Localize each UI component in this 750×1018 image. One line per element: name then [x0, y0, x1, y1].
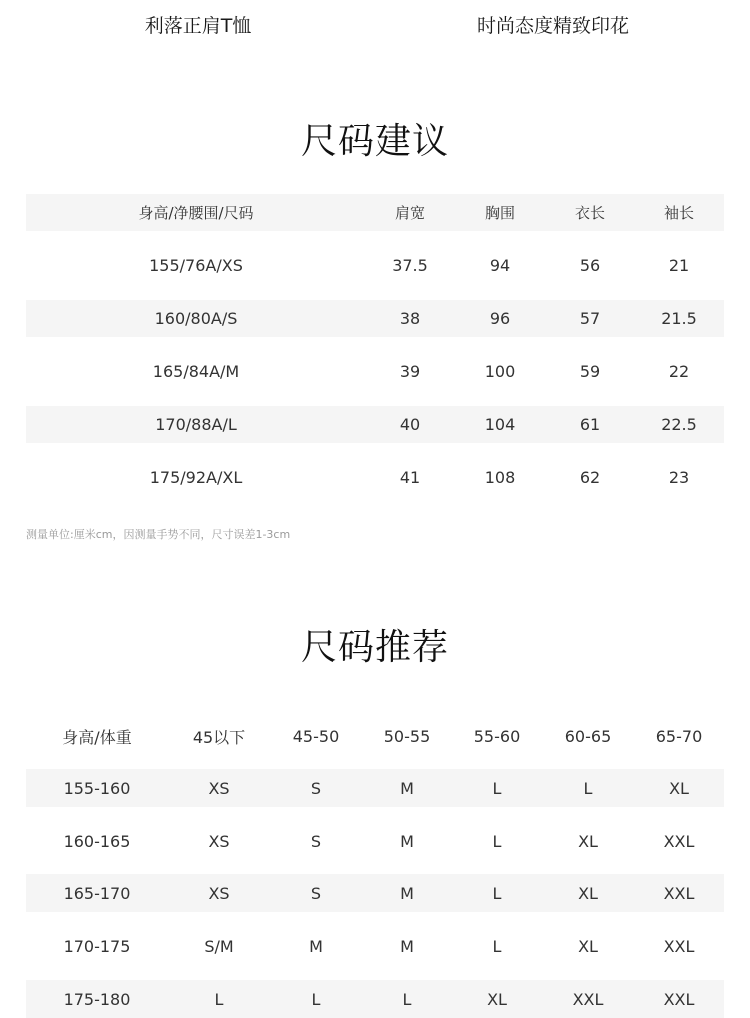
table-cell: 155-160 [63, 778, 131, 798]
table-cell: 104 [484, 415, 516, 434]
table-row [26, 822, 724, 860]
table-cell: 56 [579, 256, 601, 275]
top-captions [0, 12, 750, 42]
table-cell: XXL [663, 989, 695, 1009]
table-row [26, 769, 724, 807]
table-cell: XXL [663, 831, 695, 851]
caption-fashion-print: 时尚态度精致印花 [476, 15, 629, 37]
table-cell: XL [669, 778, 689, 798]
table-cell: XXL [572, 989, 604, 1009]
table-cell: 57 [579, 309, 601, 328]
header-cell: 身高/体重 [62, 727, 132, 747]
header-cell: 45以下 [192, 727, 246, 747]
table-cell: 23 [668, 468, 690, 487]
header-cell: 50-55 [383, 726, 431, 746]
table-cell: L [214, 989, 224, 1009]
table-row [26, 459, 724, 496]
table-cell: S [310, 778, 322, 798]
table-cell: 94 [489, 256, 511, 275]
header-cell: 身高/净腰围/尺码 [138, 204, 254, 222]
table-cell: 22.5 [661, 415, 697, 434]
table-cell: 160/80A/S [154, 309, 238, 328]
table-cell: 175-180 [63, 989, 131, 1009]
table-cell: 59 [579, 362, 601, 381]
table-cell: XXL [663, 936, 695, 956]
table-cell: M [400, 831, 414, 851]
table-cell: 170-175 [63, 936, 131, 956]
table-cell: XL [578, 883, 598, 903]
table-cell: L [492, 936, 502, 956]
header-cell: 60-65 [564, 726, 612, 746]
table-cell: XL [578, 936, 598, 956]
table-cell: 40 [399, 415, 421, 434]
table-row [26, 874, 724, 912]
header-cell: 衣长 [574, 204, 605, 222]
table-cell: L [583, 778, 593, 798]
table-cell: 96 [489, 309, 511, 328]
table-cell: S [310, 883, 322, 903]
table-row [26, 927, 724, 965]
table-cell: L [492, 831, 502, 851]
header-cell: 45-50 [292, 726, 340, 746]
measurement-note: 测量单位:厘米cm，因测量手势不同，尺寸误差1-3cm [26, 528, 291, 541]
table-cell: XS [208, 778, 230, 798]
caption-shoulder-tee: 利落正肩T恤 [144, 15, 252, 37]
header-cell: 胸围 [484, 204, 515, 222]
table-cell: XL [487, 989, 507, 1009]
table-cell: 165/84A/M [152, 362, 240, 381]
table-row [26, 247, 724, 284]
header-cell: 65-70 [655, 726, 703, 746]
table-cell: 100 [484, 362, 516, 381]
size-advice-header-row [26, 194, 724, 231]
size-recommend-header-row [26, 716, 724, 756]
header-cell: 肩宽 [394, 204, 425, 222]
table-cell: 38 [399, 309, 421, 328]
table-cell: 165-170 [63, 883, 131, 903]
table-cell: M [309, 936, 323, 956]
table-cell: XL [578, 831, 598, 851]
table-cell: 41 [399, 468, 421, 487]
table-cell: XXL [663, 883, 695, 903]
size-advice-title: 尺码建议 [300, 121, 449, 162]
table-cell: 155/76A/XS [149, 256, 243, 275]
table-cell: 175/92A/XL [149, 468, 243, 487]
table-cell: L [402, 989, 412, 1009]
table-cell: 21.5 [661, 309, 697, 328]
table-row [26, 300, 724, 337]
table-cell: M [400, 936, 414, 956]
table-cell: 39 [399, 362, 421, 381]
table-cell: 61 [579, 415, 601, 434]
table-cell: 62 [579, 468, 601, 487]
table-cell: M [400, 883, 414, 903]
table-cell: 170/88A/L [155, 415, 237, 434]
table-cell: 21 [668, 256, 690, 275]
table-row [26, 353, 724, 390]
table-row [26, 406, 724, 443]
table-cell: 160-165 [63, 831, 131, 851]
table-row [26, 980, 724, 1018]
size-recommend-title: 尺码推荐 [300, 627, 449, 668]
table-cell: L [492, 883, 502, 903]
table-cell: 37.5 [392, 256, 428, 275]
table-cell: 108 [484, 468, 516, 487]
header-cell: 55-60 [473, 726, 521, 746]
table-cell: XS [208, 883, 230, 903]
table-cell: S [310, 831, 322, 851]
header-cell: 袖长 [663, 204, 694, 222]
table-cell: 22 [668, 362, 690, 381]
table-cell: M [400, 778, 414, 798]
table-cell: XS [208, 831, 230, 851]
table-cell: L [311, 989, 321, 1009]
table-cell: L [492, 778, 502, 798]
table-cell: S/M [204, 936, 234, 956]
